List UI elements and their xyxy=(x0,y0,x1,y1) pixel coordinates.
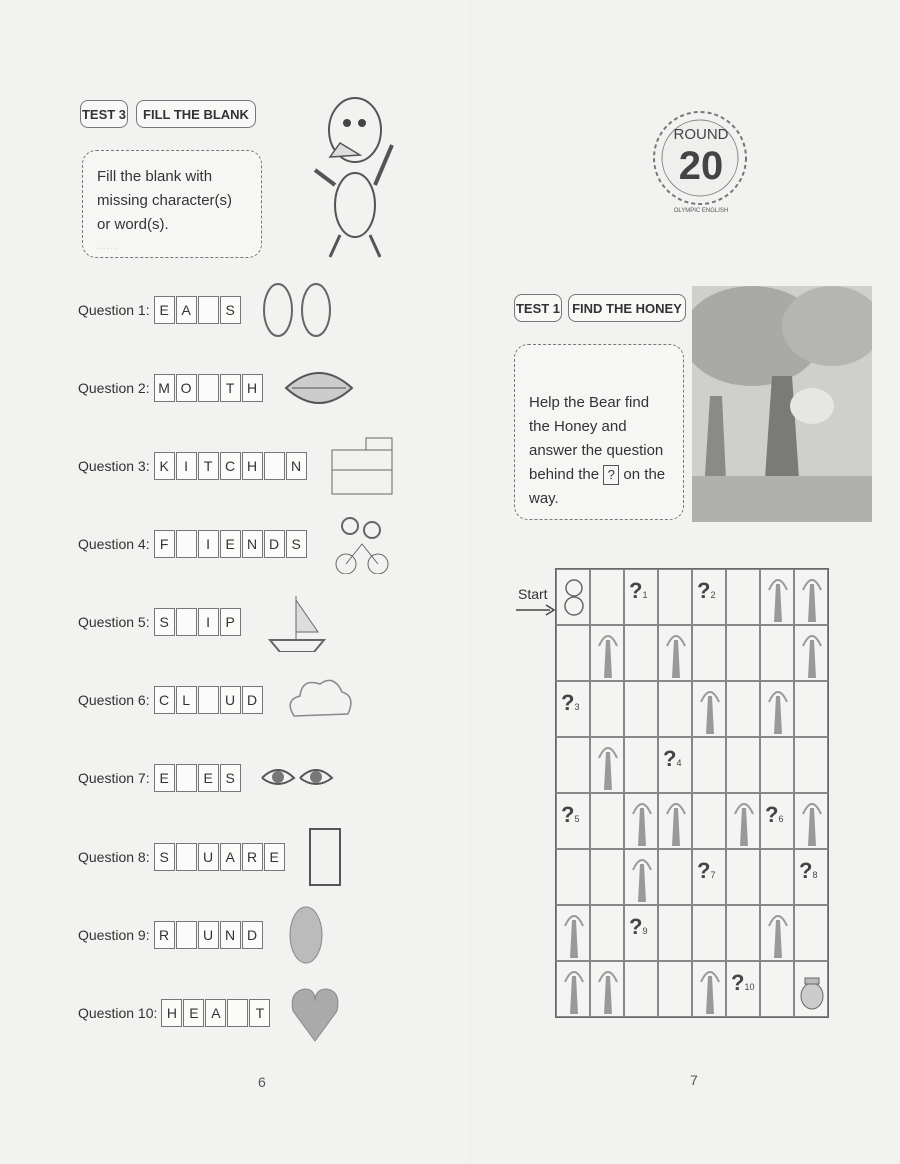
maze-question-number: 6 xyxy=(778,814,784,824)
letter-box: C xyxy=(220,452,241,480)
question-row xyxy=(78,840,378,874)
letter-box: S xyxy=(286,530,307,558)
letter-box: N xyxy=(220,921,241,949)
maze-cell[interactable] xyxy=(692,905,726,961)
maze-cell[interactable] xyxy=(692,569,726,625)
round-label: ROUND xyxy=(673,126,729,143)
letter-box: I xyxy=(198,530,219,558)
question-mark-icon[interactable]: ?5 xyxy=(561,802,580,827)
maze-cell[interactable] xyxy=(658,905,692,961)
maze-cell[interactable] xyxy=(590,569,624,625)
letter-box: T xyxy=(220,374,241,402)
letter-box: N xyxy=(242,530,263,558)
question-row xyxy=(78,293,334,327)
maze-cell[interactable] xyxy=(760,625,794,681)
maze-cell[interactable] xyxy=(624,681,658,737)
maze-cell[interactable] xyxy=(760,569,794,625)
letter-box: I xyxy=(198,608,219,636)
letter-box: D xyxy=(242,921,263,949)
letter-box: A xyxy=(220,843,241,871)
ears-icon xyxy=(260,280,334,340)
maze-cell[interactable] xyxy=(726,737,760,793)
round-number: 20 xyxy=(678,144,724,188)
maze-question-number: 3 xyxy=(574,702,580,712)
maze-cell[interactable] xyxy=(794,961,828,1017)
maze-cell[interactable] xyxy=(692,793,726,849)
letter-box: K xyxy=(154,452,175,480)
letter-box: A xyxy=(176,296,197,324)
friends-icon xyxy=(326,514,400,574)
tree-icon xyxy=(597,630,619,678)
maze-cell[interactable] xyxy=(726,849,760,905)
cloud-icon xyxy=(282,670,356,730)
blank-letter-box[interactable] xyxy=(198,686,219,714)
square-icon xyxy=(304,827,378,887)
tree-icon xyxy=(801,798,823,846)
page-number-left: 6 xyxy=(258,1074,266,1090)
letter-box: M xyxy=(154,374,175,402)
maze-cell[interactable] xyxy=(658,793,692,849)
maze-cell[interactable] xyxy=(624,961,658,1017)
maze-cell[interactable] xyxy=(624,793,658,849)
maze-cell[interactable] xyxy=(590,793,624,849)
maze-question-number: 1 xyxy=(642,590,648,600)
letter-box: D xyxy=(264,530,285,558)
maze-cell[interactable] xyxy=(760,961,794,1017)
maze-cell[interactable] xyxy=(726,905,760,961)
test-title-right: FIND THE HONEY xyxy=(568,294,686,322)
start-arrow-icon xyxy=(516,604,556,616)
maze-cell[interactable] xyxy=(726,569,760,625)
tree-icon xyxy=(767,910,789,958)
maze-cell[interactable] xyxy=(590,625,624,681)
test-tag-left: TEST 3 xyxy=(80,100,128,128)
blank-letter-box[interactable] xyxy=(264,452,285,480)
instruction-text-left: Fill the blank with missing character(s) or word(s). xyxy=(97,168,233,233)
letter-box: S xyxy=(220,764,241,792)
question-row xyxy=(78,527,400,561)
letter-box: U xyxy=(198,843,219,871)
test-title-left: FILL THE BLANK xyxy=(136,100,256,128)
start-label: Start xyxy=(518,586,548,602)
question-mark-icon[interactable]: ?3 xyxy=(561,690,580,715)
letter-box: U xyxy=(198,921,219,949)
maze-cell[interactable] xyxy=(760,849,794,905)
honey-maze-grid xyxy=(555,568,829,1018)
blank-letter-box[interactable] xyxy=(198,374,219,402)
question-label: Question 3: xyxy=(78,458,150,474)
duck-mascot-icon xyxy=(300,85,410,265)
letter-box: U xyxy=(220,686,241,714)
maze-cell[interactable] xyxy=(726,625,760,681)
letter-box: E xyxy=(198,764,219,792)
question-label: Question 9: xyxy=(78,927,150,943)
question-label: Question 2: xyxy=(78,380,150,396)
maze-cell[interactable] xyxy=(658,961,692,1017)
mouth-icon xyxy=(282,358,356,418)
letter-box: T xyxy=(198,452,219,480)
maze-cell[interactable] xyxy=(760,737,794,793)
maze-question-number: 2 xyxy=(710,590,716,600)
instruction-box-right xyxy=(514,344,684,520)
question-mark-icon[interactable]: ?10 xyxy=(731,970,755,995)
letter-box: H xyxy=(161,999,182,1027)
maze-cell[interactable] xyxy=(794,849,828,905)
maze-cell[interactable] xyxy=(556,569,590,625)
letter-box: S xyxy=(220,296,241,324)
letter-box: S xyxy=(154,843,175,871)
tree-icon xyxy=(563,966,585,1014)
tree-icon xyxy=(665,798,687,846)
tree-icon xyxy=(597,742,619,790)
honey-pot-icon xyxy=(799,968,825,1012)
maze-cell[interactable] xyxy=(658,737,692,793)
maze-cell[interactable] xyxy=(556,905,590,961)
ship-icon xyxy=(260,592,334,652)
maze-cell[interactable] xyxy=(590,849,624,905)
maze-cell[interactable] xyxy=(692,625,726,681)
question-label: Question 1: xyxy=(78,302,150,318)
maze-cell[interactable] xyxy=(726,681,760,737)
letter-box: R xyxy=(154,921,175,949)
question-mark-icon[interactable]: ?4 xyxy=(663,746,682,771)
question-mark-icon[interactable]: ?2 xyxy=(697,578,716,603)
maze-question-number: 5 xyxy=(574,814,580,824)
maze-cell[interactable] xyxy=(556,737,590,793)
letter-box: E xyxy=(154,764,175,792)
question-mark-icon[interactable]: ?8 xyxy=(799,858,818,883)
tree-icon xyxy=(801,630,823,678)
maze-cell[interactable] xyxy=(760,905,794,961)
maze-question-number: 8 xyxy=(812,870,818,880)
maze-cell[interactable] xyxy=(794,569,828,625)
question-row xyxy=(78,996,363,1030)
instruction-text-right: Help the Bear find the Honey and answer the question behind the xyxy=(529,394,664,483)
maze-cell[interactable] xyxy=(556,793,590,849)
question-row xyxy=(78,605,334,639)
question-row xyxy=(78,683,356,717)
blank-letter-box[interactable] xyxy=(227,999,248,1027)
maze-cell[interactable] xyxy=(624,849,658,905)
blank-letter-box[interactable] xyxy=(176,530,197,558)
eyes-icon xyxy=(260,748,334,808)
letter-box: E xyxy=(183,999,204,1027)
question-row xyxy=(78,371,356,405)
tree-icon xyxy=(767,574,789,622)
maze-cell[interactable] xyxy=(624,569,658,625)
blank-letter-box[interactable] xyxy=(198,296,219,324)
letter-box: R xyxy=(242,843,263,871)
tree-icon xyxy=(631,854,653,902)
letter-box: I xyxy=(176,452,197,480)
maze-cell[interactable] xyxy=(590,737,624,793)
blank-letter-box[interactable] xyxy=(176,843,197,871)
blank-letter-box[interactable] xyxy=(176,921,197,949)
maze-cell[interactable] xyxy=(692,737,726,793)
maze-cell[interactable] xyxy=(692,681,726,737)
circle-icon xyxy=(282,905,356,965)
maze-cell[interactable] xyxy=(760,681,794,737)
letter-box: S xyxy=(154,608,175,636)
kitchen-icon xyxy=(326,436,400,496)
instruction-text-right-end: on the way. xyxy=(529,466,666,507)
maze-cell[interactable] xyxy=(624,905,658,961)
question-mark-icon[interactable]: ?9 xyxy=(629,914,648,939)
tree-icon xyxy=(767,686,789,734)
question-label: Question 7: xyxy=(78,770,150,786)
letter-box: F xyxy=(154,530,175,558)
maze-cell[interactable] xyxy=(556,961,590,1017)
blank-letter-box[interactable] xyxy=(176,764,197,792)
tree-icon xyxy=(631,798,653,846)
tree-icon xyxy=(699,966,721,1014)
question-row xyxy=(78,761,334,795)
maze-question-number: 10 xyxy=(744,982,755,992)
left-page: TEST 3 FILL THE BLANK Fill the blank with missing character(s) or word(s). Question 1: E A S Question 2: M O T H Question 3: K I T C H N Question 4: F I E N D S Question 5: S I P Question 6: C L U D Question 7: E E S Question 8: S U A R E Question 9: R U N D Question 10: H E A T 6 …… xyxy=(0,0,470,1164)
question-mark-icon[interactable]: ?6 xyxy=(765,802,784,827)
letter-box: C xyxy=(154,686,175,714)
maze-cell[interactable] xyxy=(794,793,828,849)
letter-box: H xyxy=(242,374,263,402)
tree-icon xyxy=(665,630,687,678)
maze-cell[interactable] xyxy=(624,737,658,793)
maze-question-number: 9 xyxy=(642,926,648,936)
question-label: Question 10: xyxy=(78,1005,158,1021)
letter-box: A xyxy=(205,999,226,1027)
maze-cell[interactable] xyxy=(658,569,692,625)
maze-cell[interactable] xyxy=(692,961,726,1017)
maze-cell[interactable] xyxy=(590,961,624,1017)
tree-icon xyxy=(801,574,823,622)
tree-icon xyxy=(563,910,585,958)
tree-icon xyxy=(733,798,755,846)
maze-cell[interactable] xyxy=(590,681,624,737)
question-mark-icon[interactable]: ?1 xyxy=(629,578,648,603)
page-number-right: 7 xyxy=(690,1072,698,1088)
maze-cell[interactable] xyxy=(794,625,828,681)
letter-box: L xyxy=(176,686,197,714)
question-mark-icon[interactable]: ?7 xyxy=(697,858,716,883)
letter-box: P xyxy=(220,608,241,636)
letter-box: D xyxy=(242,686,263,714)
maze-cell[interactable] xyxy=(794,737,828,793)
badge-caption: OLYMPIC ENGLISH xyxy=(673,208,729,214)
maze-question-number: 7 xyxy=(710,870,716,880)
maze-cell[interactable] xyxy=(556,625,590,681)
bear-icon xyxy=(561,576,587,616)
maze-cell[interactable] xyxy=(760,793,794,849)
question-box-symbol: ? xyxy=(603,465,619,485)
maze-cell[interactable] xyxy=(658,625,692,681)
letter-box: E xyxy=(154,296,175,324)
maze-cell[interactable] xyxy=(726,961,760,1017)
question-label: Question 8: xyxy=(78,849,150,865)
forest-scene-image xyxy=(692,286,872,522)
tree-icon xyxy=(597,966,619,1014)
question-label: Question 6: xyxy=(78,692,150,708)
maze-cell[interactable] xyxy=(624,625,658,681)
maze-cell[interactable] xyxy=(556,849,590,905)
question-row xyxy=(78,449,400,483)
heart-icon xyxy=(289,983,363,1043)
question-row xyxy=(78,918,356,952)
maze-question-number: 4 xyxy=(676,758,682,768)
maze-cell[interactable] xyxy=(658,681,692,737)
letter-box: O xyxy=(176,374,197,402)
letter-box: N xyxy=(286,452,307,480)
maze-cell[interactable] xyxy=(726,793,760,849)
question-label: Question 4: xyxy=(78,536,150,552)
question-label: Question 5: xyxy=(78,614,150,630)
maze-cell[interactable] xyxy=(692,849,726,905)
test-tag-right: TEST 1 xyxy=(514,294,562,322)
letter-box: T xyxy=(249,999,270,1027)
tree-icon xyxy=(699,686,721,734)
maze-cell[interactable] xyxy=(658,849,692,905)
maze-cell[interactable] xyxy=(794,905,828,961)
blank-letter-box[interactable] xyxy=(176,608,197,636)
letter-box: E xyxy=(220,530,241,558)
letter-box: E xyxy=(264,843,285,871)
letter-box: H xyxy=(242,452,263,480)
maze-cell[interactable] xyxy=(794,681,828,737)
maze-cell[interactable] xyxy=(556,681,590,737)
maze-cell[interactable] xyxy=(590,905,624,961)
